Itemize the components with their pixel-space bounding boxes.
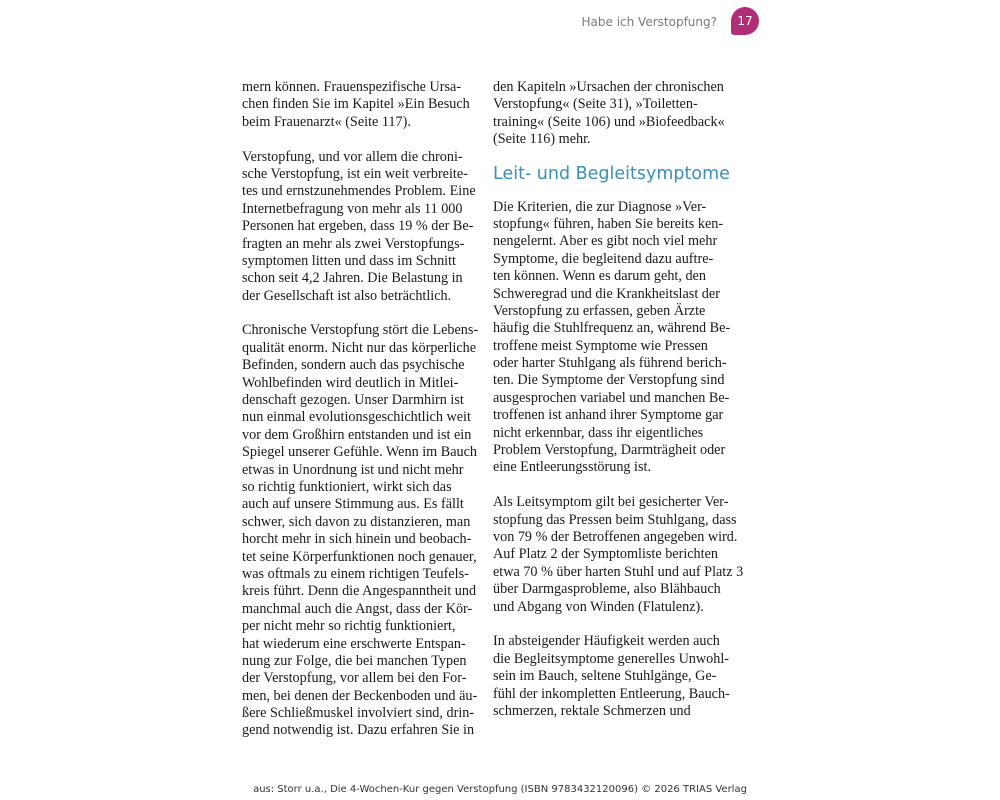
text-line: über Darmgasprobleme, also Blähbauch (493, 581, 721, 598)
text-line: sche Verstopfung, ist ein weit verbreite- (242, 165, 468, 182)
paragraph (242, 79, 474, 131)
text-line: Symptome, die begleitend dazu auftre- (493, 250, 714, 267)
text-line: von 79 % der Betroffenen angegeben wird. (493, 528, 738, 545)
text-line: vor dem Großhirn entstanden und ist ein (242, 426, 472, 443)
section-heading: Leit- und Begleitsymptome (493, 163, 730, 184)
text-line: Auf Platz 2 der Symptomliste berichten (493, 546, 718, 563)
text-line: Die Kriterien, die zur Diagnose »Ver- (493, 198, 707, 215)
text-line: fragten an mehr als zwei Verstopfungs- (242, 235, 465, 252)
text-line: nengelernt. Aber es gibt noch viel mehr (493, 233, 718, 250)
text-line: Schweregrad und die Krankheitslast der (493, 285, 720, 302)
text-line: tes und ernstzunehmendes Problem. Eine (242, 183, 476, 200)
page-number-badge: 17 (731, 7, 759, 35)
text-line: mern können. Frauenspezifische Ursa- (242, 79, 462, 95)
text-line: Verstopfung« (Seite 31), »Toiletten- (493, 96, 698, 113)
text-line: eine Entleerungsstörung ist. (493, 459, 652, 476)
text-line: (Seite 116) mehr. (493, 131, 591, 148)
running-head-title: Habe ich Verstopfung? (581, 15, 717, 29)
text-line: ten. Die Symptome der Verstopfung sind (493, 372, 725, 389)
text-line: symptomen litten und dass im Schnitt (242, 252, 456, 269)
text-line: Befinden, sondern auch das psychische (242, 357, 465, 374)
text-line: per nicht mehr so richtig funktioniert, (242, 618, 456, 635)
text-line: ausgesprochen variabel und manchen Be- (493, 389, 730, 406)
paragraph (242, 322, 479, 739)
text-line: stopfung das Pressen beim Stuhlgang, dass (493, 511, 737, 528)
text-line: troffenen ist anhand ihrer Symptome gar (493, 407, 724, 424)
right-text-column (493, 79, 744, 720)
text-line: und Abgang von Winden (Flatulenz). (493, 598, 704, 615)
text-line: sein im Bauch, seltene Stuhlgänge, Ge- (493, 668, 717, 685)
text-line: schon seit 4,2 Jahren. Die Belastung in (242, 270, 463, 287)
text-line: Chronische Verstopfung stört die Lebens- (242, 322, 479, 339)
paragraph (493, 494, 744, 616)
text-line: so richtig funktioniert, wirkt sich das (242, 478, 452, 495)
text-line: horcht mehr in sich hinein und beobach- (242, 531, 472, 548)
text-line: Verstopfung zu erfassen, geben Ärzte (493, 302, 706, 319)
text-line: häufig die Stuhlfrequenz an, während Be- (493, 320, 731, 337)
left-text-column (242, 79, 479, 740)
text-line: schwer, sich davon zu distanzieren, man (242, 513, 471, 530)
paragraph (493, 198, 731, 477)
text-line: schmerzen, rektale Schmerzen und (493, 702, 691, 719)
text-line: der Verstopfung, vor allem bei den For- (242, 670, 467, 687)
text-line: Verstopfung, und vor allem die chroni- (242, 148, 463, 165)
text-line: chen finden Sie im Kapitel »Ein Besuch (242, 96, 470, 113)
text-line: Spiegel unserer Gefühle. Wenn im Bauch (242, 444, 477, 461)
text-line: etwa 70 % über harten Stuhl und auf Platz 3 (493, 563, 744, 580)
text-line: men, bei denen der Beckenboden und äu- (242, 687, 478, 704)
text-line: gend notwendig ist. Dazu erfahren Sie in (242, 722, 475, 739)
text-line: hat wiederum eine erschwerte Entspan- (242, 635, 466, 652)
text-line: nicht erkennbar, dass ihr eigentliches (493, 424, 704, 441)
text-line: beim Frauenarzt« (Seite 117). (242, 113, 411, 130)
text-line: Personen hat ergeben, dass 19 % der Be- (242, 218, 474, 235)
text-line: kreis führt. Denn die Angespanntheit und (242, 583, 477, 600)
text-line: manchmal auch die Angst, dass der Kör- (242, 600, 473, 617)
text-line: oder harter Stuhlgang als führend berich- (493, 355, 727, 372)
text-line: fühl der inkompletten Entleerung, Bauch- (493, 685, 730, 702)
text-line: tet seine Körperfunktionen noch genauer, (242, 548, 477, 565)
text-line: qualität enorm. Nicht nur das körperliche (242, 339, 477, 356)
text-line: Wohlbefinden wird deutlich in Mitlei- (242, 374, 459, 391)
text-line: training« (Seite 106) und »Biofeedback« (493, 113, 725, 130)
copyright-footer: aus: Storr u.a., Die 4-Wochen-Kur gegen Verstopfung (ISBN 9783432120096) © 2026 TRIAS Verlag (253, 784, 747, 795)
text-line: In absteigender Häufigkeit werden auch (493, 633, 720, 650)
text-line: Als Leitsymptom gilt bei gesicherter Ver- (493, 494, 729, 511)
text-line: nung zur Folge, die bei manchen Typen (242, 652, 467, 669)
text-line: ten können. Wenn es darum geht, den (493, 268, 706, 285)
text-line: etwas in Unordnung ist und nicht mehr (242, 461, 464, 478)
text-line: denschaft gezogen. Unser Darmhirn ist (242, 392, 464, 409)
text-line: stopfung« führen, haben Sie bereits ken- (493, 215, 724, 232)
text-line: was oftmals zu einem richtigen Teufels- (242, 565, 469, 582)
text-line: auch auf unsere Stimmung aus. Es fällt (242, 496, 464, 513)
paragraph (493, 633, 730, 720)
text-line: troffene meist Symptome wie Pressen (493, 337, 708, 354)
text-line: die Begleitsymptome generelles Unwohl- (493, 650, 730, 667)
text-line: den Kapiteln »Ursachen der chronischen (493, 79, 724, 95)
text-line: Internetbefragung von mehr als 11 000 (242, 200, 463, 217)
text-line: Problem Verstopfung, Darmträgheit oder (493, 442, 726, 459)
intro-paragraph (493, 79, 725, 149)
paragraph (242, 149, 474, 306)
text-line: nun einmal evolutionsgeschichtlich weit (242, 409, 471, 426)
text-line: ßere Schließmuskel involviert sind, drin- (242, 705, 475, 722)
text-line: der Gesellschaft ist also beträchtlich. (242, 287, 452, 304)
